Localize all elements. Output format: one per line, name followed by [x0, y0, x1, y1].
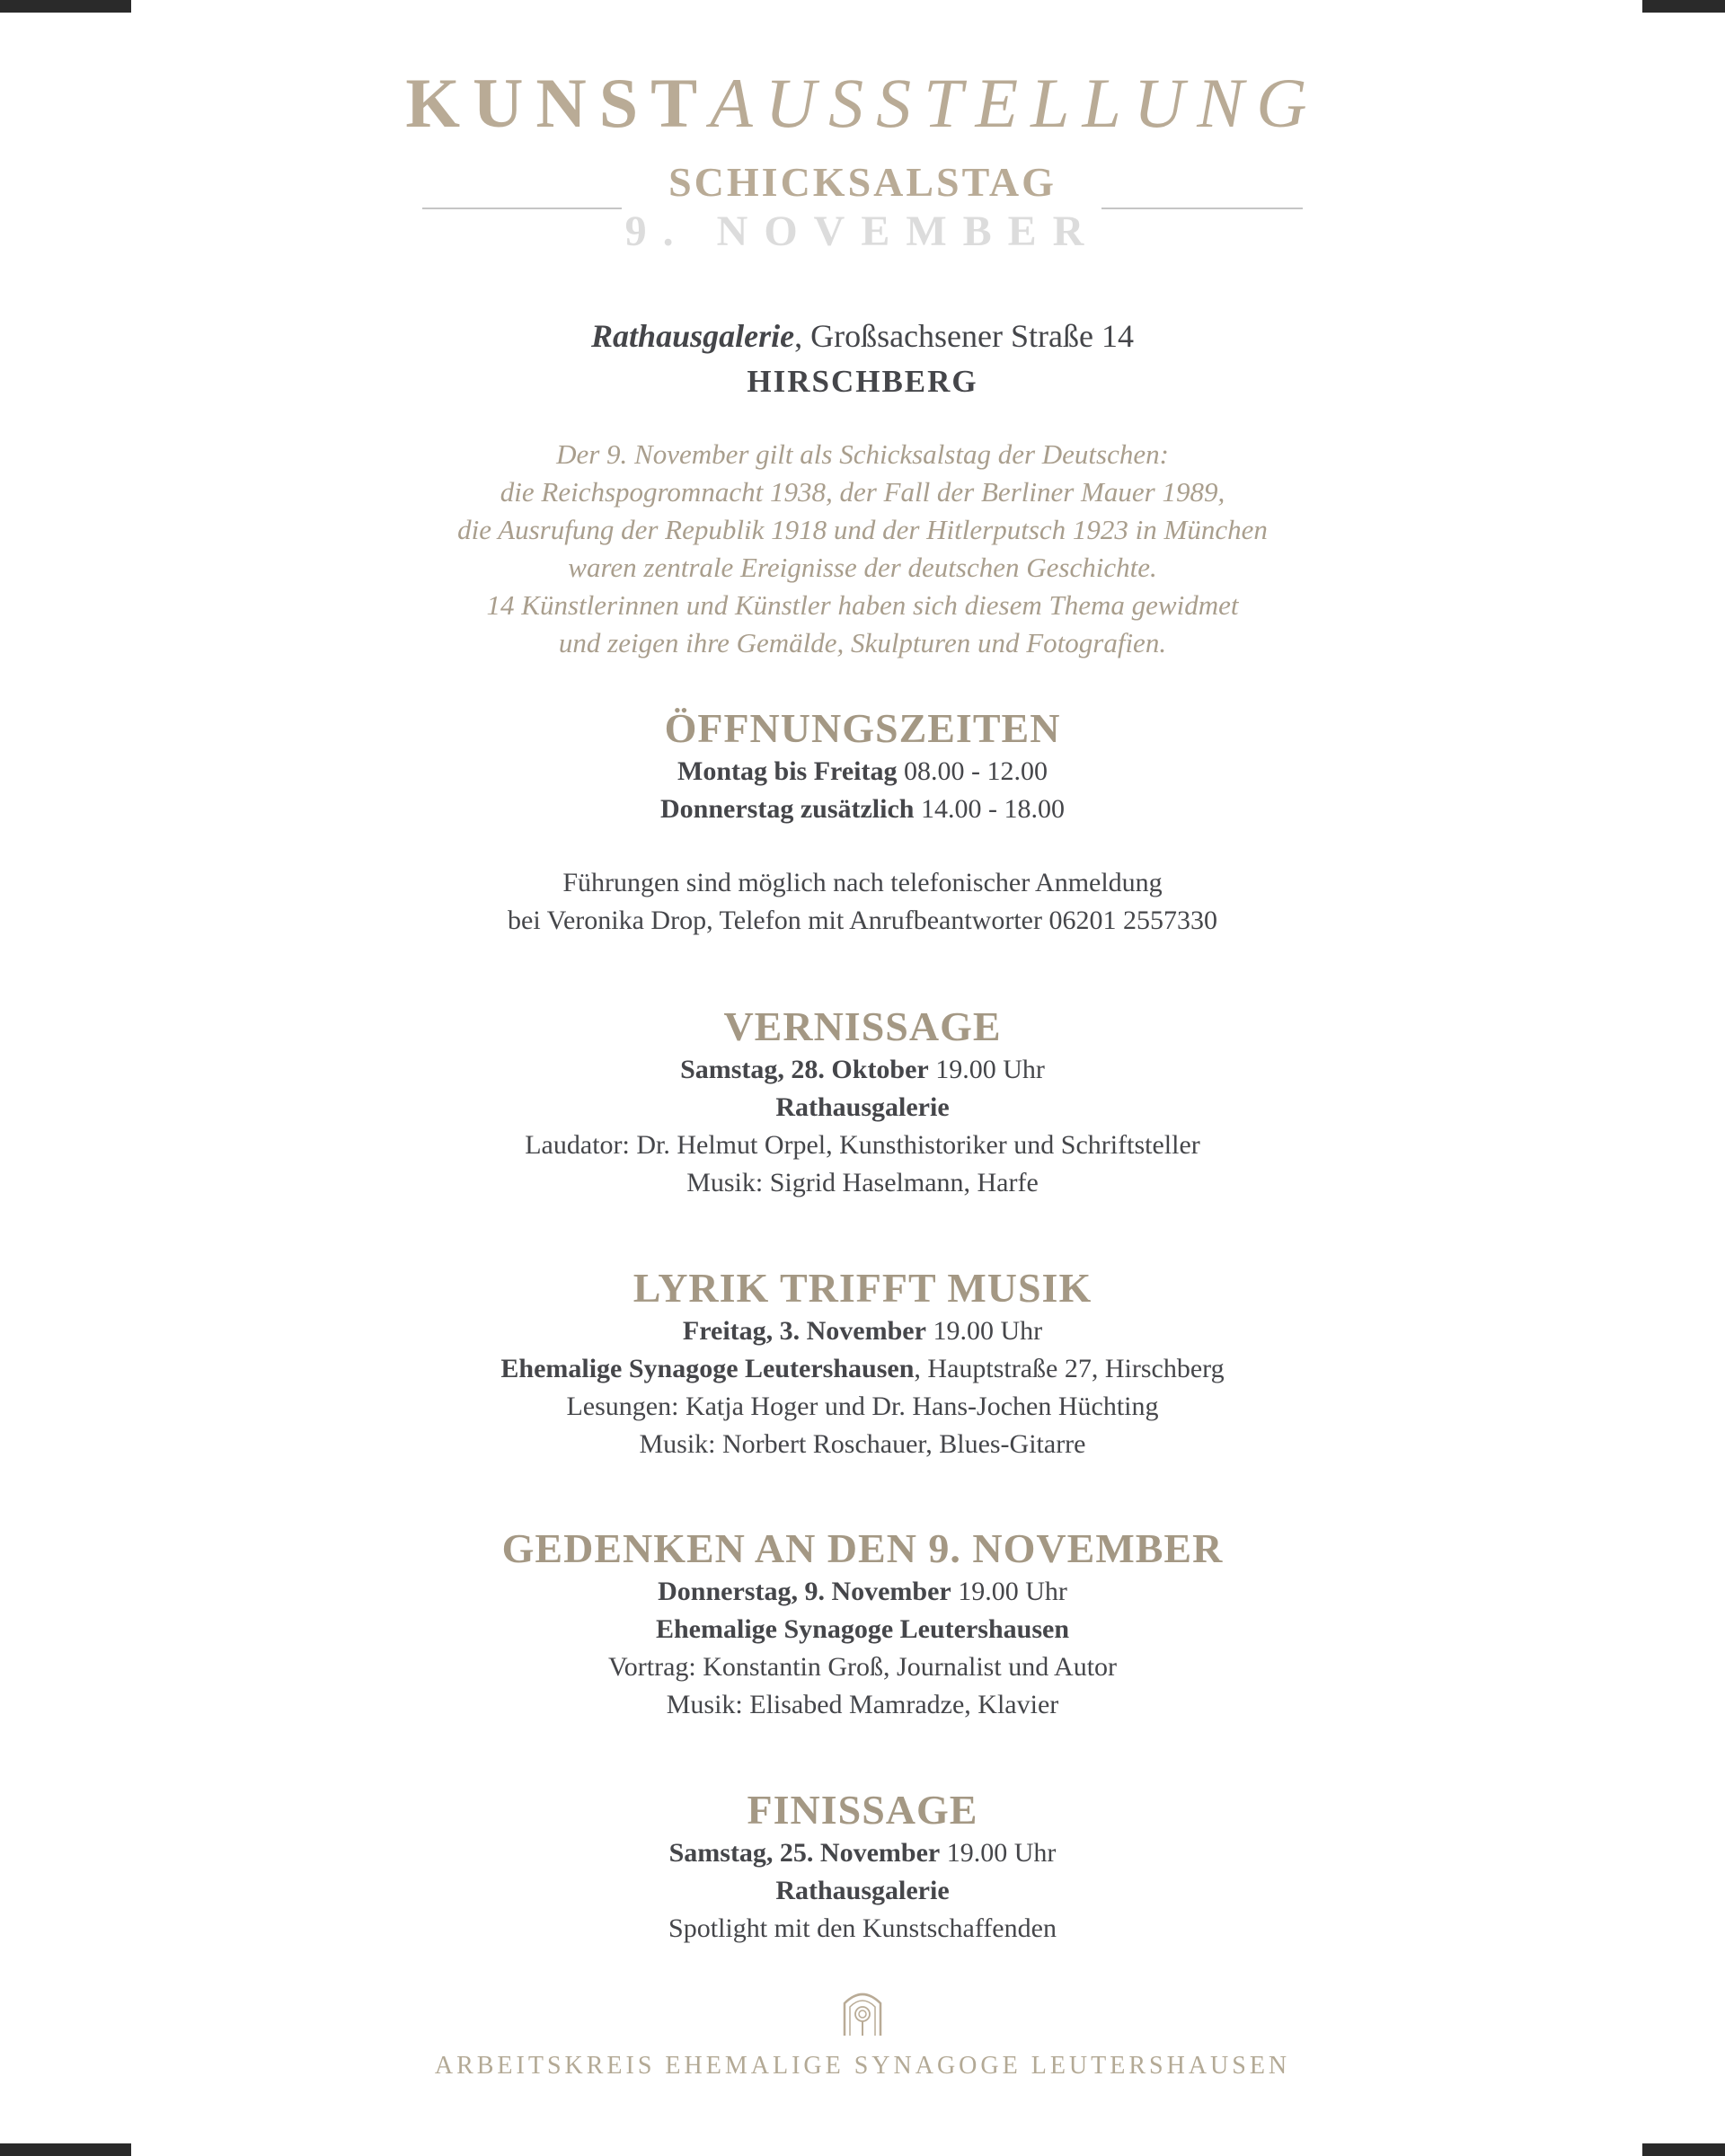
section-heading: FINISSAGE: [747, 1787, 978, 1833]
tours-line: Führungen sind möglich nach telefonischer Anmeldung: [562, 868, 1163, 897]
venue-name: Rathausgalerie: [591, 318, 795, 354]
event-place-name: Ehemalige Synagoge Leutershausen: [500, 1354, 915, 1383]
event-place-name: Rathausgalerie: [775, 1876, 950, 1905]
corner-mark-bottom-left: [0, 2143, 131, 2156]
intro-text: [0, 436, 1725, 662]
event-time: 19.00 Uhr: [925, 1316, 1043, 1346]
hours-row: [0, 791, 1725, 828]
event-detail: Vortrag: Konstantin Groß, Journalist und Autor: [607, 1652, 1118, 1682]
intro-line: die Reichspogromnacht 1938, der Fall der Berliner Mauer 1989,: [500, 476, 1225, 508]
section-opening-hours: [0, 704, 1725, 828]
hours-day: Donnerstag zusätzlich: [660, 794, 915, 824]
page-title: [0, 63, 1725, 144]
event-place-name: Rathausgalerie: [775, 1092, 950, 1122]
corner-mark-top-left: [0, 0, 131, 13]
event-time: 19.00 Uhr: [928, 1055, 1045, 1084]
hours-row: [0, 753, 1725, 791]
event-place: [0, 1872, 1725, 1910]
title-bold: KUNST: [405, 64, 711, 142]
corner-mark-bottom-right: [1642, 2143, 1725, 2156]
venue-address: [0, 314, 1725, 358]
event-place: [0, 1611, 1725, 1648]
intro-line: und zeigen ihre Gemälde, Skulpturen und Fotografien.: [558, 627, 1167, 658]
subtitle-block: [422, 158, 1303, 266]
intro-line: Der 9. November gilt als Schicksalstag der Deutschen:: [556, 438, 1169, 470]
event-place: [0, 1089, 1725, 1127]
title-italic: AUSSTELLUNG: [710, 64, 1320, 142]
event-time: 19.00 Uhr: [940, 1838, 1057, 1868]
section-vernissage: [0, 1003, 1725, 1202]
footer-organization: ARBEITSKREIS EHEMALIGE SYNAGOGE LEUTERSHAUSEN: [434, 2052, 1291, 2080]
intro-line: 14 Künstlerinnen und Künstler haben sich diesem Thema gewidmet: [486, 589, 1239, 621]
event-date: [0, 1051, 1725, 1089]
event-detail: Spotlight mit den Kunstschaffenden: [668, 1913, 1057, 1943]
hours-day: Montag bis Freitag: [677, 756, 898, 786]
event-detail: Musik: Norbert Roschauer, Blues-Gitarre: [639, 1429, 1086, 1459]
event-date: [0, 1312, 1725, 1350]
section-lyrik-trifft-musik: [0, 1264, 1725, 1463]
event-place-address: , Hauptstraße 27, Hirschberg: [914, 1354, 1225, 1383]
section-heading: LYRIK TRIFFT MUSIK: [632, 1265, 1092, 1311]
event-detail: Musik: Elisabed Mamradze, Klavier: [666, 1690, 1059, 1719]
subtitle-line2: 9. NOVEMBER: [624, 208, 1101, 255]
section-heading: VERNISSAGE: [723, 1003, 1002, 1049]
hours-time: 08.00 - 12.00: [897, 756, 1048, 786]
tours-note: [0, 864, 1725, 940]
event-day: Freitag, 3. November: [682, 1316, 926, 1346]
section-finissage: [0, 1786, 1725, 1948]
section-gedenken: [0, 1524, 1725, 1724]
synagogue-arch-icon: [841, 1987, 884, 2037]
event-place: [0, 1350, 1725, 1388]
tours-line: bei Veronika Drop, Telefon mit Anrufbeantworter 06201 2557330: [508, 906, 1217, 935]
event-day: Donnerstag, 9. November: [658, 1577, 951, 1606]
event-detail: Laudator: Dr. Helmut Orpel, Kunsthistoriker und Schriftsteller: [525, 1130, 1200, 1160]
subtitle-line1: SCHICKSALSTAG: [668, 159, 1057, 205]
event-place-name: Ehemalige Synagoge Leutershausen: [655, 1614, 1070, 1644]
event-detail: Musik: Sigrid Haselmann, Harfe: [686, 1168, 1039, 1197]
event-day: Samstag, 25. November: [668, 1838, 941, 1868]
venue-city: HIRSCHBERG: [747, 364, 978, 399]
intro-line: die Ausrufung der Republik 1918 und der Hitlerputsch 1923 in München: [457, 514, 1268, 545]
hours-time: 14.00 - 18.00: [914, 794, 1065, 824]
event-detail: Lesungen: Katja Hoger und Dr. Hans-Jochen Hüchting: [566, 1392, 1159, 1421]
event-day: Samstag, 28. Oktober: [680, 1055, 929, 1084]
section-heading: GEDENKEN AN DEN 9. NOVEMBER: [501, 1525, 1224, 1571]
intro-line: waren zentrale Ereignisse der deutschen Geschichte.: [568, 552, 1157, 583]
corner-mark-top-right: [1642, 0, 1725, 13]
event-date: [0, 1573, 1725, 1611]
section-heading: ÖFFNUNGSZEITEN: [664, 705, 1061, 751]
event-date: [0, 1834, 1725, 1872]
venue-street: , Großsachsener Straße 14: [794, 318, 1134, 354]
event-time: 19.00 Uhr: [951, 1577, 1067, 1606]
